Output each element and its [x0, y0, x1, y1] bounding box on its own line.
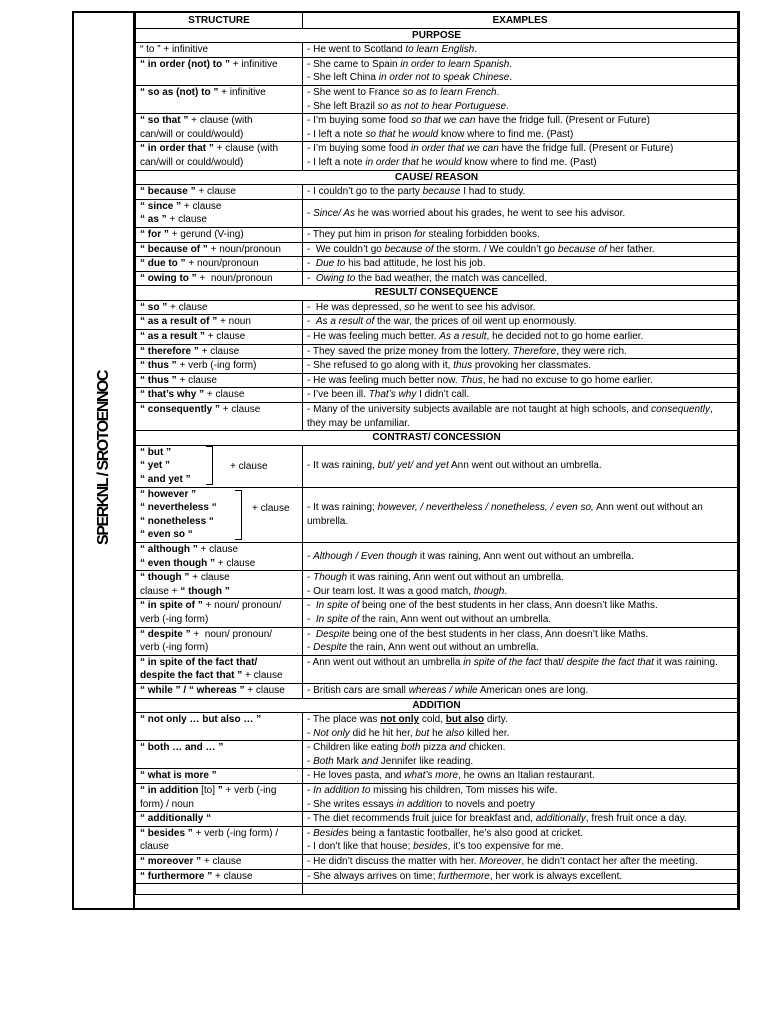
example-line: - She left China in order not to speak Chinese. — [307, 72, 513, 84]
example-cell — [303, 445, 738, 487]
side-title: SPERKNL / SROTOENNOC — [95, 371, 112, 545]
structure-cell — [136, 185, 303, 200]
structure-line: “ to ” + infinitive — [140, 44, 209, 56]
structure-line: “ in spite of ” + noun/ pronoun/ — [140, 600, 282, 612]
example-cell — [303, 271, 738, 286]
table-row — [136, 542, 738, 570]
example-line: - I couldn’t go to the party because I had to study. — [307, 186, 526, 198]
example-cell — [303, 185, 738, 200]
example-line: - I’m buying some food so that we can have the fridge full. (Present or Future) — [307, 115, 650, 127]
example-cell — [303, 487, 738, 542]
example-cell — [303, 713, 738, 741]
group-clause-label: + clause — [252, 502, 290, 514]
example-cell — [303, 300, 738, 315]
brace-bracket — [206, 446, 213, 485]
structure-line: “ so as (not) to ” + infinitive — [140, 86, 266, 98]
example-line: - We couldn’t go because of the storm. / We couldn’t go because of her father. — [307, 243, 655, 255]
example-line: - She refused to go along with it, thus provoking her classmates. — [307, 360, 592, 372]
example-line: - British cars are small whereas / while American ones are long. — [307, 684, 589, 696]
table-row — [136, 330, 738, 345]
example-cell — [303, 359, 738, 374]
example-line: - She always arrives on time; furthermore, her work is always excellent. — [307, 870, 623, 882]
table-row — [136, 257, 738, 272]
example-line: - Though it was raining, Ann went out without an umbrella. — [307, 572, 564, 584]
structure-cell — [136, 242, 303, 257]
structure-line: “ as a result ” + clause — [140, 331, 246, 343]
structure-line: “ so that ” + clause (with — [140, 115, 253, 127]
structure-cell — [136, 826, 303, 854]
structure-cell — [136, 344, 303, 359]
empty-cell — [136, 884, 303, 895]
structure-cell — [136, 683, 303, 698]
structure-cell — [136, 627, 303, 655]
structure-line: “ while ” / “ whereas ” + clause — [140, 684, 285, 696]
structure-line: “ because of ” + noun/pronoun — [140, 243, 281, 255]
example-cell — [303, 57, 738, 85]
table-row — [136, 599, 738, 627]
table-row — [136, 373, 738, 388]
structure-header: STRUCTURE — [136, 13, 303, 29]
group-clause-label: + clause — [230, 460, 268, 472]
example-line: - Owing to the bad weather, the match was cancelled. — [307, 272, 548, 284]
structure-line: “ and yet ” — [140, 474, 191, 485]
example-cell — [303, 542, 738, 570]
example-cell — [303, 388, 738, 403]
brace-bracket — [235, 490, 242, 540]
example-line: - I left a note so that he would know where to find me. (Past) — [307, 128, 574, 140]
example-line: - Although / Even though it was raining, Ann went out without an umbrella. — [307, 550, 634, 562]
example-cell — [303, 199, 738, 227]
example-line: - I don’t like that house; besides, it’s too expensive for me. — [307, 841, 564, 853]
example-line: - Since/ As he was worried about his grades, he went to see his advisor. — [307, 207, 626, 219]
structure-line: “ as ” + clause — [140, 214, 207, 226]
example-line: - He was depressed, so he went to see his advisor. — [307, 301, 536, 313]
structure-line: “ since ” + clause — [140, 200, 222, 212]
example-line: - He went to Scotland to learn English. — [307, 44, 478, 56]
structure-line: “ that’s why ” + clause — [140, 389, 245, 401]
structure-line: “ in order (not) to ” + infinitive — [140, 58, 278, 70]
example-line: - Ann went out without an umbrella in spite of the fact that/ despite the fact that it was raining. — [307, 656, 718, 668]
structure-line: “ however ” — [140, 488, 197, 500]
example-cell — [303, 769, 738, 784]
example-cell — [303, 142, 738, 170]
example-line: - As a result of the war, the prices of oil went up enormously. — [307, 316, 577, 328]
example-line: - The diet recommends fruit juice for breakfast and, additionally, fresh fruit once a day. — [307, 813, 687, 825]
structure-line: “ thus ” + verb (-ing form) — [140, 360, 257, 372]
structure-line: verb (-ing form) — [140, 613, 209, 625]
structure-line: “ due to ” + noun/pronoun — [140, 258, 259, 270]
example-cell — [303, 114, 738, 142]
table-row — [136, 300, 738, 315]
structure-cell — [136, 855, 303, 870]
structure-cell — [136, 655, 303, 683]
structure-line: “ consequently ” + clause — [140, 404, 261, 416]
structure-cell — [136, 571, 303, 599]
example-line: - He loves pasta, and what’s more, he owns an Italian restaurant. — [307, 770, 595, 782]
example-line: - Children like eating both pizza and chicken. — [307, 742, 506, 754]
structure-cell — [136, 769, 303, 784]
table-row — [136, 403, 738, 431]
table-row — [136, 242, 738, 257]
example-cell — [303, 344, 738, 359]
structure-line: “ therefore ” + clause — [140, 345, 240, 357]
example-cell — [303, 826, 738, 854]
table-row — [136, 344, 738, 359]
header-row — [136, 13, 738, 29]
table-row — [136, 57, 738, 85]
structure-line: can/will or could/would) — [140, 128, 244, 140]
example-cell — [303, 683, 738, 698]
structure-cell — [136, 57, 303, 85]
structure-cell — [136, 114, 303, 142]
structure-line: “ furthermore ” + clause — [140, 870, 253, 882]
example-line: - Both Mark and Jennifer like reading. — [307, 755, 474, 767]
table-row — [136, 571, 738, 599]
structure-line: “ both … and … ” — [140, 742, 224, 754]
example-cell — [303, 227, 738, 242]
structure-line: clause + “ though ” — [140, 585, 230, 597]
table-row — [136, 199, 738, 227]
connector-group — [140, 488, 298, 542]
table-row — [136, 315, 738, 330]
structure-line: “ not only … but also … ” — [140, 714, 262, 726]
example-line: - Many of the university subjects available are not taught at high schools, and consequently, they may be unfamiliar. — [307, 404, 713, 429]
example-cell — [303, 403, 738, 431]
example-line: - Despite the rain, Ann went out without an umbrella. — [307, 642, 539, 654]
table-row — [136, 683, 738, 698]
structure-line: “ what is more ” — [140, 770, 217, 782]
table-row — [136, 655, 738, 683]
example-line: - He was feeling much better now. Thus, he had no excuse to go home earlier. — [307, 374, 653, 386]
table-row — [136, 855, 738, 870]
structure-cell — [136, 487, 303, 542]
example-cell — [303, 784, 738, 812]
example-cell — [303, 315, 738, 330]
structure-line: despite the fact that ” + clause — [140, 670, 283, 682]
structure-line: verb (-ing form) — [140, 642, 209, 654]
empty-cell — [303, 884, 738, 895]
table-row — [136, 271, 738, 286]
structure-cell — [136, 271, 303, 286]
structure-cell — [136, 812, 303, 827]
section-row — [136, 170, 738, 185]
structure-line: “ even so “ — [140, 529, 193, 541]
structure-cell — [136, 388, 303, 403]
example-cell — [303, 599, 738, 627]
example-cell — [303, 43, 738, 58]
table-row — [136, 784, 738, 812]
example-cell — [303, 869, 738, 884]
structure-line: “ though ” + clause — [140, 572, 230, 584]
structure-cell — [136, 599, 303, 627]
example-cell — [303, 330, 738, 345]
example-line: - In spite of the rain, Ann went out without an umbrella. — [307, 613, 552, 625]
table-row — [136, 388, 738, 403]
table-row — [136, 812, 738, 827]
empty-row — [136, 884, 738, 895]
example-cell — [303, 373, 738, 388]
section-row — [136, 431, 738, 446]
example-line: - The place was not only cold, but also dirty. — [307, 714, 508, 726]
structure-line: “ in addition [to] ” + verb (-ing — [140, 785, 277, 797]
example-line: - I’m buying some food in order that we can have the fridge full. (Present or Future) — [307, 143, 674, 155]
example-line: - Our team lost. It was a good match, though. — [307, 585, 508, 597]
structure-cell — [136, 257, 303, 272]
structure-line: “ even though ” + clause — [140, 557, 256, 569]
structure-cell — [136, 445, 303, 487]
structure-line: “ as a result of ” + noun — [140, 316, 251, 328]
example-cell — [303, 627, 738, 655]
structure-cell — [136, 199, 303, 227]
example-line: - It was raining; however, / nevertheless / nonetheless, / even so, Ann went out without an umbrella. — [307, 502, 703, 527]
structure-line: “ nonetheless “ — [140, 515, 214, 527]
structure-cell — [136, 741, 303, 769]
structure-line: “ but ” — [140, 446, 172, 458]
structure-cell — [136, 869, 303, 884]
example-line: - They saved the prize money from the lottery. Therefore, they were rich. — [307, 345, 627, 357]
structure-line: form) / noun — [140, 798, 194, 810]
examples-header: EXAMPLES — [303, 13, 738, 29]
table-row — [136, 487, 738, 542]
structure-cell — [136, 85, 303, 113]
structure-cell — [136, 784, 303, 812]
structure-cell — [136, 359, 303, 374]
example-line: - He was feeling much better. As a result, he decided not to go home earlier. — [307, 331, 644, 343]
table-row — [136, 769, 738, 784]
structure-line: “ despite ” + noun/ pronoun/ — [140, 628, 273, 640]
structure-cell — [136, 315, 303, 330]
table-row — [136, 826, 738, 854]
table-row — [136, 869, 738, 884]
example-line: - They put him in prison for stealing forbidden books. — [307, 228, 540, 240]
table-body — [136, 28, 738, 895]
structure-cell — [136, 330, 303, 345]
example-cell — [303, 855, 738, 870]
example-cell — [303, 257, 738, 272]
structure-cell — [136, 373, 303, 388]
structure-line: “ thus ” + clause — [140, 374, 217, 386]
structure-line: “ so ” + clause — [140, 301, 208, 313]
example-cell — [303, 85, 738, 113]
example-line: - It was raining, but/ yet/ and yet Ann went out without an umbrella. — [307, 460, 602, 472]
example-cell — [303, 741, 738, 769]
example-line: - She left Brazil so as not to hear Portuguese. — [307, 100, 509, 112]
table-row — [136, 227, 738, 242]
example-line: - He didn’t discuss the matter with her. Moreover, he didn’t contact her after the meeting. — [307, 856, 698, 868]
table-row — [136, 741, 738, 769]
example-cell — [303, 655, 738, 683]
example-line: - She writes essays in addition to novels and poetry — [307, 798, 535, 810]
example-cell — [303, 571, 738, 599]
section-title: CAUSE/ REASON — [136, 170, 738, 185]
grammar-table — [135, 12, 738, 895]
structure-cell — [136, 142, 303, 170]
example-line: - I left a note in order that he would know where to find me. (Past) — [307, 156, 597, 168]
structure-line: “ for ” + gerund (V-ing) — [140, 228, 244, 240]
table-row — [136, 713, 738, 741]
table-row — [136, 627, 738, 655]
example-line: - I’ve been ill. That’s why I didn’t call. — [307, 389, 470, 401]
structure-line: “ additionally “ — [140, 813, 212, 825]
section-title: ADDITION — [136, 698, 738, 713]
section-row — [136, 698, 738, 713]
structure-cell — [136, 713, 303, 741]
example-cell — [303, 812, 738, 827]
table-row — [136, 114, 738, 142]
table-row — [136, 185, 738, 200]
structure-line: can/will or could/would) — [140, 156, 244, 168]
structure-line: “ although ” + clause — [140, 543, 239, 555]
structure-line: “ owing to ” + noun/pronoun — [140, 272, 273, 284]
structure-cell — [136, 227, 303, 242]
example-cell — [303, 242, 738, 257]
example-line: - Besides being a fantastic footballer, he’s also good at cricket. — [307, 827, 584, 839]
example-line: - She went to France so as to learn French. — [307, 86, 500, 98]
structure-line: “ moreover ” + clause — [140, 856, 242, 868]
table-row — [136, 43, 738, 58]
table-row — [136, 359, 738, 374]
table-row — [136, 445, 738, 487]
section-row — [136, 28, 738, 43]
structure-cell — [136, 542, 303, 570]
structure-line: “ nevertheless “ — [140, 502, 217, 514]
example-line: - Despite being one of the best students in her class, Ann doesn’t like Maths. — [307, 628, 649, 640]
example-line: - Not only did he hit her, but he also killed her. — [307, 727, 510, 739]
section-row — [136, 286, 738, 301]
table-row — [136, 142, 738, 170]
section-title: PURPOSE — [136, 28, 738, 43]
structure-cell — [136, 403, 303, 431]
structure-line: “ in order that ” + clause (with — [140, 143, 279, 155]
structure-line: “ in spite of the fact that/ — [140, 656, 258, 668]
example-line: - In addition to missing his children, Tom misses his wife. — [307, 785, 558, 797]
structure-line: clause — [140, 841, 169, 853]
table-row — [136, 85, 738, 113]
structure-line: “ yet ” — [140, 460, 171, 472]
connector-group — [140, 446, 298, 487]
structure-cell — [136, 300, 303, 315]
structure-line: “ because ” + clause — [140, 186, 236, 198]
example-line: - She came to Spain in order to learn Spanish. — [307, 58, 513, 70]
structure-cell — [136, 43, 303, 58]
example-line: - In spite of being one of the best students in her class, Ann doesn’t like Maths. — [307, 600, 658, 612]
example-line: - Due to his bad attitude, he lost his job. — [307, 258, 486, 270]
structure-line: “ besides ” + verb (-ing form) / — [140, 827, 279, 839]
section-title: RESULT/ CONSEQUENCE — [136, 286, 738, 301]
section-title: CONTRAST/ CONCESSION — [136, 431, 738, 446]
